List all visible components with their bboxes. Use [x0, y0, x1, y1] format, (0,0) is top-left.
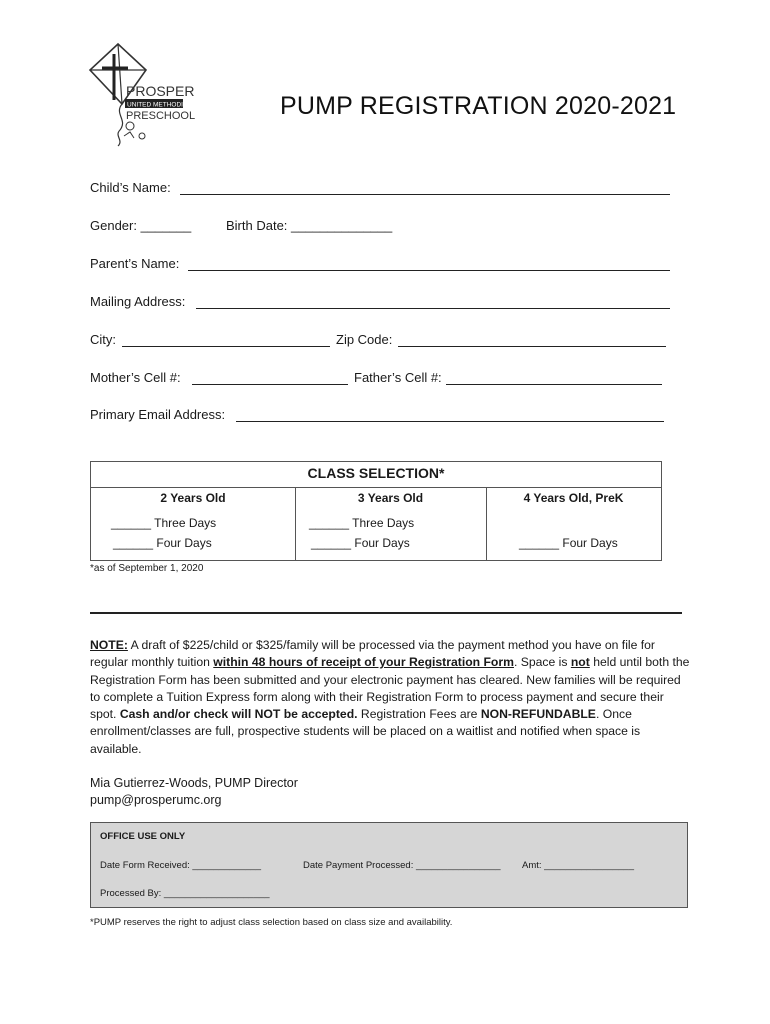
child-name-label: Child’s Name:	[90, 180, 171, 195]
section-divider	[90, 612, 682, 614]
office-use-title: OFFICE USE ONLY	[100, 831, 186, 842]
not-text: not	[570, 655, 590, 670]
option-2y-four-days[interactable]: ______ Four Days	[113, 536, 212, 550]
non-refundable-text: NON-REFUNDABLE	[480, 707, 596, 722]
svg-text:UNITED METHODIST: UNITED METHODIST	[127, 101, 192, 109]
father-cell-label: Father’s Cell #:	[354, 370, 442, 385]
primary-email-label: Primary Email Address:	[90, 407, 226, 422]
option-3y-four-days[interactable]: ______ Four Days	[311, 536, 410, 550]
mailing-address-field[interactable]	[196, 308, 670, 309]
class-selection-title: CLASS SELECTION*	[307, 465, 445, 481]
birth-date-field[interactable]: Birth Date: ______________	[226, 218, 393, 233]
class-selection-table	[90, 461, 662, 561]
mother-cell-field[interactable]	[192, 384, 348, 385]
zip-code-label: Zip Code:	[336, 332, 393, 347]
primary-email-field[interactable]	[236, 421, 664, 422]
deadline-text: within 48 hours of receipt of your Registration Form	[213, 655, 514, 670]
svg-text:PROSPER: PROSPER	[126, 83, 195, 99]
office-use-box	[90, 822, 688, 908]
parent-name-label: Parent’s Name:	[90, 256, 180, 271]
footer-note: *PUMP reserves the right to adjust class selection based on class size and availability.	[90, 917, 453, 928]
director-name: Mia Gutierrez-Woods, PUMP Director	[90, 776, 298, 790]
cash-warning: Cash and/or check will NOT be accepted.	[119, 707, 358, 722]
city-label: City:	[90, 332, 116, 347]
page-title: PUMP REGISTRATION 2020-2021	[280, 92, 677, 120]
mother-cell-label: Mother’s Cell #:	[90, 370, 181, 385]
class-footnote: *as of September 1, 2020	[90, 563, 204, 574]
zip-code-field[interactable]	[398, 346, 666, 347]
note-label: NOTE:	[90, 638, 128, 652]
kite-logo-icon	[84, 40, 214, 150]
father-cell-field[interactable]	[446, 384, 662, 385]
city-field[interactable]	[122, 346, 330, 347]
director-email[interactable]: pump@prosperumc.org	[90, 793, 222, 807]
child-name-field[interactable]	[180, 194, 670, 195]
mailing-address-label: Mailing Address:	[90, 294, 186, 309]
option-3y-three-days[interactable]: ______ Three Days	[309, 516, 415, 530]
processed-by-field[interactable]: Processed By: ____________________	[100, 888, 270, 899]
parent-name-field[interactable]	[188, 270, 670, 271]
option-2y-three-days[interactable]: ______ Three Days	[111, 516, 217, 530]
amount-field[interactable]: Amt: _________________	[522, 860, 634, 871]
note-paragraph: NOTE: A draft of $225/child or $325/family will be processed via the payment method you have on file for regular monthly tuition within 48 hours of receipt of your Registration Form. Space is not held until both the Registration Form has been submitted and your electronic payment has cleared. New families will be required to complete a Tuition Express form along with their Registration Form to process payment and secure their spot. Cash and/or check will NOT be accepted. Registration Fees are NON-REFUNDABLE. Once enrollment/classes are full, prospective students will be placed on a waitlist and notified when space is available.	[90, 638, 690, 756]
date-payment-processed-field[interactable]: Date Payment Processed: ________________	[303, 860, 501, 871]
option-4y-four-days[interactable]: ______ Four Days	[519, 536, 618, 550]
preschool-logo	[84, 40, 214, 150]
col-header-4-years: 4 Years Old, PreK	[523, 491, 624, 505]
col-header-2-years: 2 Years Old	[160, 491, 226, 505]
svg-text:PRESCHOOL: PRESCHOOL	[126, 110, 196, 122]
gender-field[interactable]: Gender: _______	[90, 218, 192, 233]
date-form-received-field[interactable]: Date Form Received: _____________	[100, 860, 262, 871]
col-header-3-years: 3 Years Old	[357, 491, 424, 505]
contact-block	[90, 775, 298, 809]
